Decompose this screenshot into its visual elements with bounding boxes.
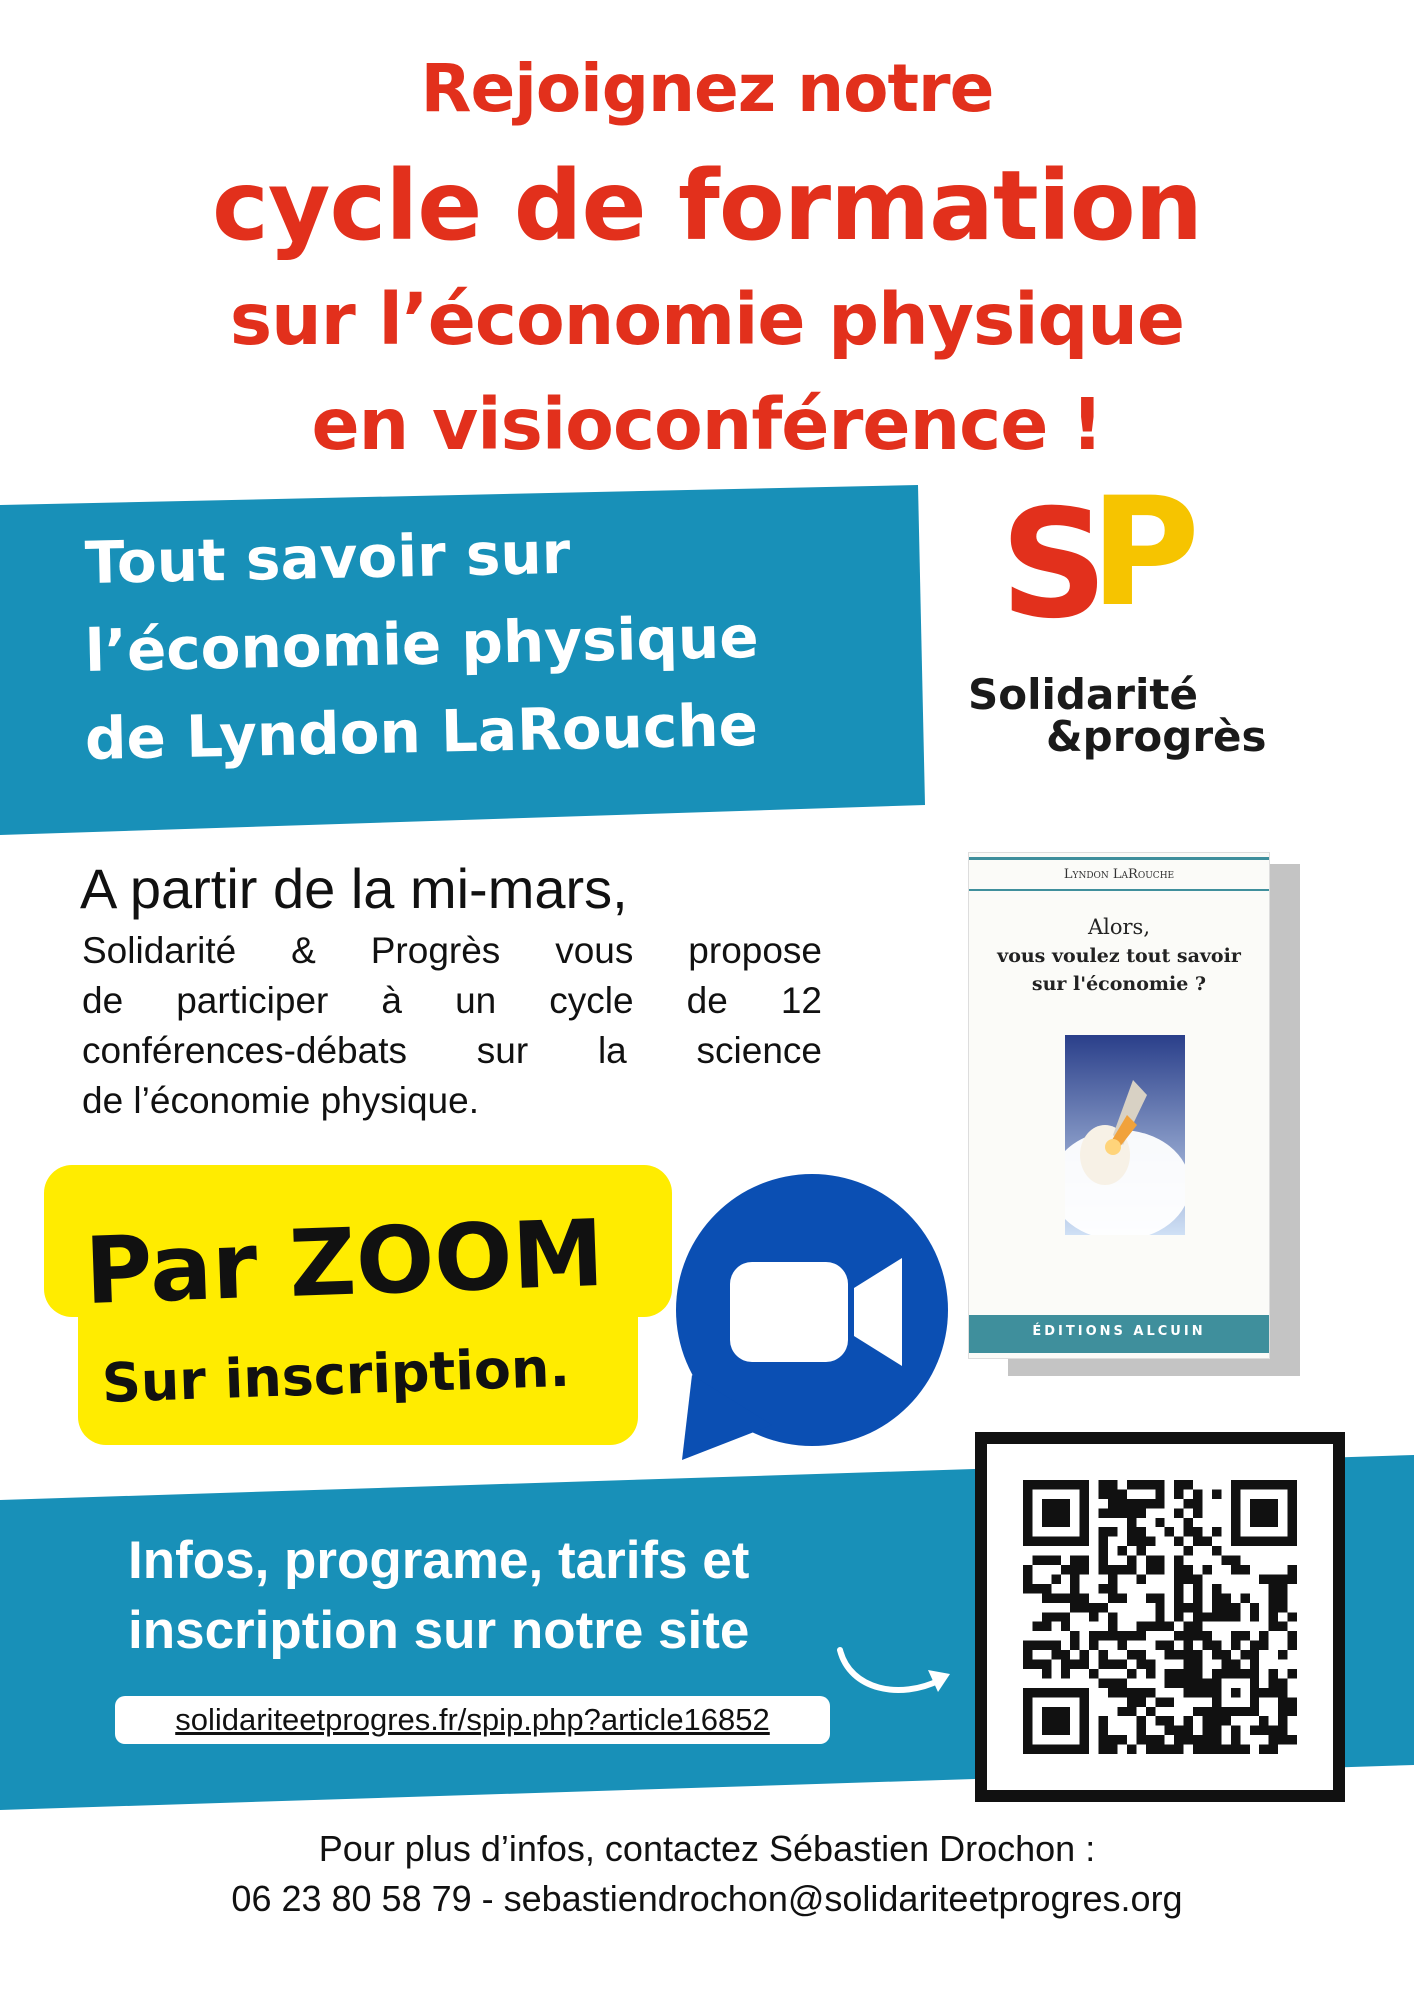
intro-line-1: Solidarité & Progrès vous propose bbox=[82, 930, 822, 971]
headline-line-4: en visioconférence ! bbox=[311, 383, 1103, 466]
contact-line-2[interactable]: 06 23 80 58 79 - sebastiendrochon@solidariteetprogres.org bbox=[231, 1878, 1183, 1919]
intro-lead: A partir de la mi-mars, bbox=[80, 857, 628, 920]
zoom-subtitle: Sur inscription. bbox=[100, 1335, 571, 1415]
book-title-line-2: vous voulez tout savoir bbox=[997, 945, 1241, 967]
headline-line-2: cycle de formation bbox=[211, 150, 1203, 262]
arrow-icon bbox=[820, 1630, 970, 1710]
book-rocket-image bbox=[1065, 1035, 1185, 1235]
headline-line-3: sur l’économie physique bbox=[229, 278, 1185, 361]
banner-line-2: l’économie physique bbox=[84, 602, 760, 685]
logo-letter-s: S bbox=[1000, 478, 1109, 652]
book-author: Lyndon LaRouche bbox=[1063, 867, 1175, 882]
info-line-1: Infos, programe, tarifs et bbox=[128, 1531, 750, 1590]
banner-line-1: Tout savoir sur bbox=[84, 518, 571, 597]
book bbox=[968, 852, 1308, 1382]
video-camera-icon bbox=[662, 1170, 958, 1466]
logo-name-line-2: &progrès bbox=[1046, 712, 1267, 761]
info-line-2: inscription sur notre site bbox=[128, 1601, 750, 1660]
banner bbox=[0, 485, 925, 835]
qr-code[interactable] bbox=[975, 1432, 1345, 1802]
contact-line-1: Pour plus d’infos, contactez Sébastien Drochon : bbox=[318, 1828, 1096, 1869]
logo bbox=[960, 466, 1320, 790]
book-title-line-3: sur l'économie ? bbox=[1031, 973, 1207, 995]
banner-line-3: de Lyndon LaRouche bbox=[84, 690, 759, 773]
info-url-box[interactable] bbox=[115, 1696, 830, 1744]
book-publisher: ÉDITIONS ALCUIN bbox=[1032, 1324, 1206, 1339]
logo-name-line-1: Solidarité bbox=[968, 670, 1198, 719]
intro-line-3: conférences-débats sur la science bbox=[82, 1030, 822, 1071]
logo-letter-p: P bbox=[1090, 466, 1200, 640]
intro-line-2: de participer à un cycle de 12 bbox=[82, 980, 822, 1021]
book-title-line-1: Alors, bbox=[1087, 915, 1150, 939]
headline-line-1: Rejoignez notre bbox=[420, 50, 994, 127]
qr-code-pattern bbox=[1023, 1480, 1297, 1754]
book-cover bbox=[968, 852, 1270, 1359]
info-url[interactable]: solidariteetprogres.fr/spip.php?article16852 bbox=[175, 1702, 770, 1737]
intro-line-4: de l’économie physique. bbox=[82, 1080, 479, 1121]
zoom-title: Par ZOOM bbox=[83, 1199, 606, 1325]
